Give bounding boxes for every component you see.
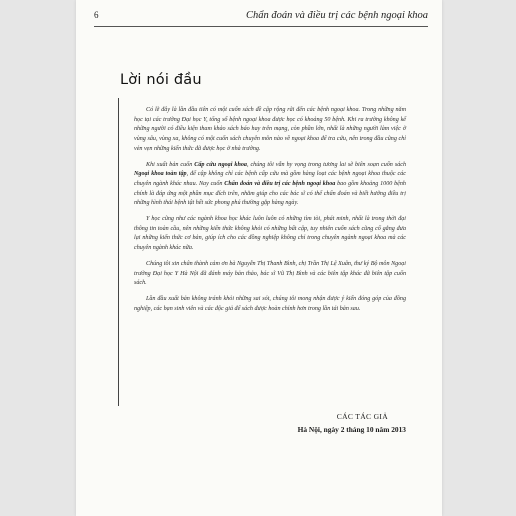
book-title-emergency-surgery: Cấp cứu ngoại khoa xyxy=(194,161,247,168)
paragraph-1: Có lẽ đây là lần đầu tiên có một cuốn sách đề cập rộng rãi đến các bệnh ngoại khoa. Trong những năm học tại các trường Đại học Y, tổng số bệnh ngoại khoa được học có khoảng 50 bệnh. Khi ra trường không kể những người có điều kiện tham khảo sách báo hay trên mạng, còn phần lớn, nhất là những người làm việc ở vùng sâu, vùng xa, không có một cuốn sách chuyên môn nào về ngoại khoa để tra cứu, nên trong đầu cũng chỉ vẻn vẹn những kiến thức đã được học ở nhà trường. xyxy=(134,107,406,152)
running-title: Chẩn đoán và điều trị các bệnh ngoại khoa xyxy=(246,10,428,21)
authors-label: CÁC TÁC GIẢ xyxy=(336,412,388,421)
paragraph-2: Khi xuất bản cuốn Cấp cứu ngoại khoa, chúng tôi vẫn hy vọng trong tương lai sẽ biên soạn cuốn sách Ngoại khoa toàn tập, để cập không chỉ các bệnh cấp cứu mà gồm hàng loạt các bệnh ngoại khoa thuộc các chuyên ngành khác nhau. Nay cuốn Chẩn đoán và điều trị các bệnh ngoại khoa bao gồm khoảng 1000 bệnh chính là đáp ứng một phần mục đích trên, nhằm giúp cho các bác sĩ có thể chẩn đoán và biết hướng điều trị những hình thái bệnh tật hết sức phong phú thường gặp hàng ngày. xyxy=(134,161,406,207)
book-title-complete-surgery: Ngoại khoa toàn tập xyxy=(134,171,187,178)
place-date: Hà Nội, ngày 2 tháng 10 năm 2013 xyxy=(297,425,406,434)
paragraph-5: Lần đầu xuất bản không tránh khỏi những sai sót, chúng tôi mong nhận được ý kiến đóng góp của đồng nghiệp, các bạn sinh viên và các độc giả để sách được hoàn chỉnh hơn trong lần tái bản sau. xyxy=(134,295,406,312)
book-page xyxy=(76,0,442,516)
signature-block xyxy=(246,412,406,434)
page-number: 6 xyxy=(94,10,99,20)
paragraph-4: Chúng tôi xin chân thành cảm ơn bà Nguyễn Thị Thanh Bình, chị Trần Thị Lệ Xuân, thư ký Bộ môn Ngoại trường Đại học Y Hà Nội đã đánh máy bản thảo, bác sĩ Vũ Thị Bình và các biên tập khác đã biên tập cuốn sách. xyxy=(134,260,406,287)
paragraph-3: Y học cũng như các ngành khoa học khác luôn luôn có những tìm tòi, phát minh, nhất là trong thời đại thông tin toàn cầu, nên những kiến thức không khỏi có những bất cập, tuy nhiên cuốn sách cũng cố gắng đưa lại những kiến thức cơ bản, giúp ích cho các đồng nghiệp không chỉ trong chuyên ngành ngoại khoa mà các chuyên ngành khác nữa. xyxy=(134,216,406,252)
preface-body xyxy=(134,106,406,320)
preface-title: Lời nói đầu xyxy=(120,72,202,88)
book-title-diagnosis-treatment: Chẩn đoán và điều trị các bệnh ngoại khoa xyxy=(224,180,336,187)
page-header xyxy=(94,10,428,27)
